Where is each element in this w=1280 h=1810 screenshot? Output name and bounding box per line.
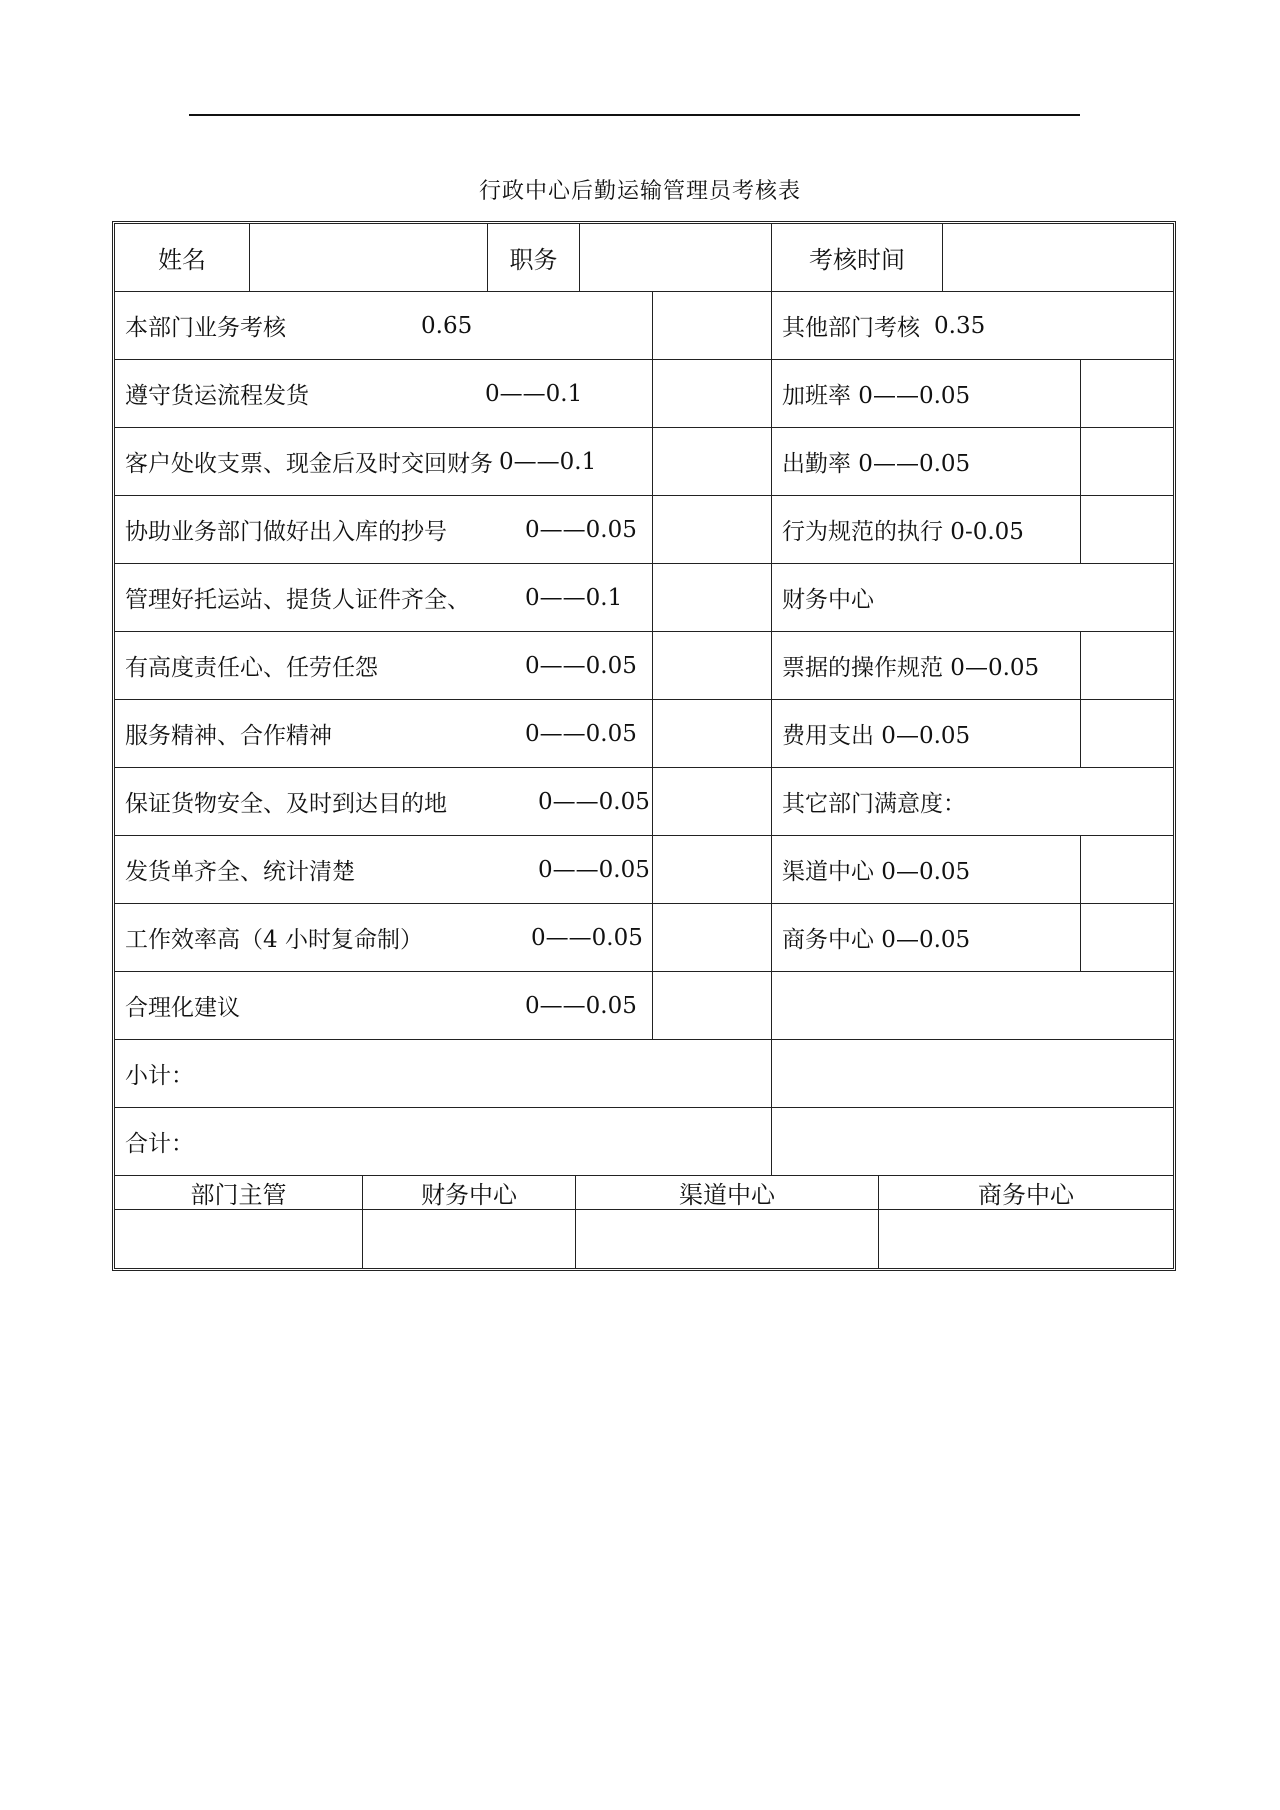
left-item-range: 0——0.05 [525, 516, 637, 543]
left-item-label: 保证货物安全、及时到达目的地 [125, 791, 447, 817]
position-field[interactable] [580, 224, 772, 292]
left-item-label: 发货单齐全、统计清楚 [125, 859, 355, 885]
right-item [772, 700, 1081, 768]
assessment-time-field[interactable] [943, 224, 1173, 292]
right-item [772, 632, 1081, 700]
left-item-score[interactable] [653, 700, 772, 768]
right-item-score[interactable] [1081, 360, 1173, 428]
left-item-label: 协助业务部门做好出入库的抄号 [125, 519, 447, 545]
assessment-form [112, 221, 1176, 1271]
left-item [115, 496, 653, 564]
signature-box[interactable] [115, 1210, 363, 1268]
right-item-label: 费用支出 0—0.05 [782, 723, 971, 749]
document-title: 行政中心后勤运输管理员考核表 [478, 179, 801, 204]
left-item-range: 0——0.05 [525, 652, 637, 679]
right-item [772, 904, 1081, 972]
right-item-label: 行为规范的执行 0-0.05 [782, 519, 1024, 545]
position-label: 职务 [488, 224, 580, 292]
left-item [115, 360, 653, 428]
left-item [115, 700, 653, 768]
left-item [115, 632, 653, 700]
right-empty-cell [772, 972, 1173, 1040]
right-item-label: 渠道中心 0—0.05 [782, 859, 971, 885]
left-item-range: 0——0.05 [525, 992, 637, 1019]
left-item [115, 428, 653, 496]
left-item [115, 904, 653, 972]
header-rule [189, 114, 1080, 116]
total-label: 合计： [115, 1108, 772, 1176]
right-section-finance [772, 564, 1173, 632]
right-item-score[interactable] [1081, 632, 1173, 700]
total-field[interactable] [772, 1108, 1173, 1176]
right-item-score[interactable] [1081, 904, 1173, 972]
subtotal-label: 小计： [115, 1040, 772, 1108]
left-item-score[interactable] [653, 632, 772, 700]
left-item-score[interactable] [653, 972, 772, 1040]
right-item-label: 票据的操作规范 0—0.05 [782, 655, 1040, 681]
left-item-score[interactable] [653, 904, 772, 972]
dept-assessment-score[interactable] [653, 292, 772, 360]
right-section-satisfaction [772, 768, 1173, 836]
signature-header: 部门主管 [115, 1176, 363, 1210]
right-item-label: 财务中心 [782, 587, 874, 613]
right-item [772, 836, 1081, 904]
name-field[interactable] [250, 224, 488, 292]
other-dept-header [772, 292, 1173, 360]
left-item-score[interactable] [653, 496, 772, 564]
left-item-score[interactable] [653, 836, 772, 904]
signature-box[interactable] [879, 1210, 1173, 1268]
signature-header: 商务中心 [879, 1176, 1173, 1210]
left-item-range: 0——0.05 [525, 720, 637, 747]
left-item-score[interactable] [653, 360, 772, 428]
left-item [115, 836, 653, 904]
other-dept-weight: 0.35 [934, 312, 986, 339]
left-item [115, 564, 653, 632]
left-item [115, 972, 653, 1040]
right-item-score[interactable] [1081, 428, 1173, 496]
left-item-score[interactable] [653, 564, 772, 632]
right-item-score[interactable] [1081, 836, 1173, 904]
right-item [772, 360, 1081, 428]
subtotal-field[interactable] [772, 1040, 1173, 1108]
left-item-label: 服务精神、合作精神 [125, 723, 332, 749]
dept-assessment-label: 本部门业务考核 [125, 315, 286, 341]
right-item-score[interactable] [1081, 496, 1173, 564]
right-item-label: 出勤率 0——0.05 [782, 451, 971, 477]
signature-header: 渠道中心 [576, 1176, 879, 1210]
right-item-label: 商务中心 0—0.05 [782, 927, 971, 953]
right-item [772, 496, 1081, 564]
other-dept-label: 其他部门考核 [782, 315, 920, 341]
left-item-label: 合理化建议 [125, 995, 240, 1021]
left-item-range: 0——0.05 [538, 788, 650, 815]
left-item-label: 管理好托运站、提货人证件齐全、 [125, 587, 470, 613]
left-item-label: 工作效率高（4 小时复命制） [125, 927, 423, 953]
right-item-score[interactable] [1081, 700, 1173, 768]
dept-assessment-weight: 0.65 [421, 312, 473, 339]
left-item-range: 0——0.05 [531, 924, 643, 951]
left-item-score[interactable] [653, 768, 772, 836]
dept-assessment-header [115, 292, 653, 360]
right-item-label: 加班率 0——0.05 [782, 383, 971, 409]
right-item-label: 其它部门满意度： [782, 791, 966, 817]
left-item-label: 遵守货运流程发货 [125, 383, 309, 409]
left-item-range: 0——0.1 [525, 584, 623, 611]
left-item-range: 0——0.05 [538, 856, 650, 883]
signature-box[interactable] [576, 1210, 879, 1268]
left-item-score[interactable] [653, 428, 772, 496]
left-item-label: 客户处收支票、现金后及时交回财务 [125, 451, 493, 477]
left-item-range: 0——0.1 [499, 448, 597, 475]
signature-box[interactable] [363, 1210, 576, 1268]
right-item [772, 428, 1081, 496]
name-label: 姓名 [115, 224, 250, 292]
left-item-range: 0——0.1 [485, 380, 583, 407]
left-item [115, 768, 653, 836]
left-item-label: 有高度责任心、任劳任怨 [125, 655, 378, 681]
assessment-time-label: 考核时间 [772, 224, 943, 292]
signature-header: 财务中心 [363, 1176, 576, 1210]
